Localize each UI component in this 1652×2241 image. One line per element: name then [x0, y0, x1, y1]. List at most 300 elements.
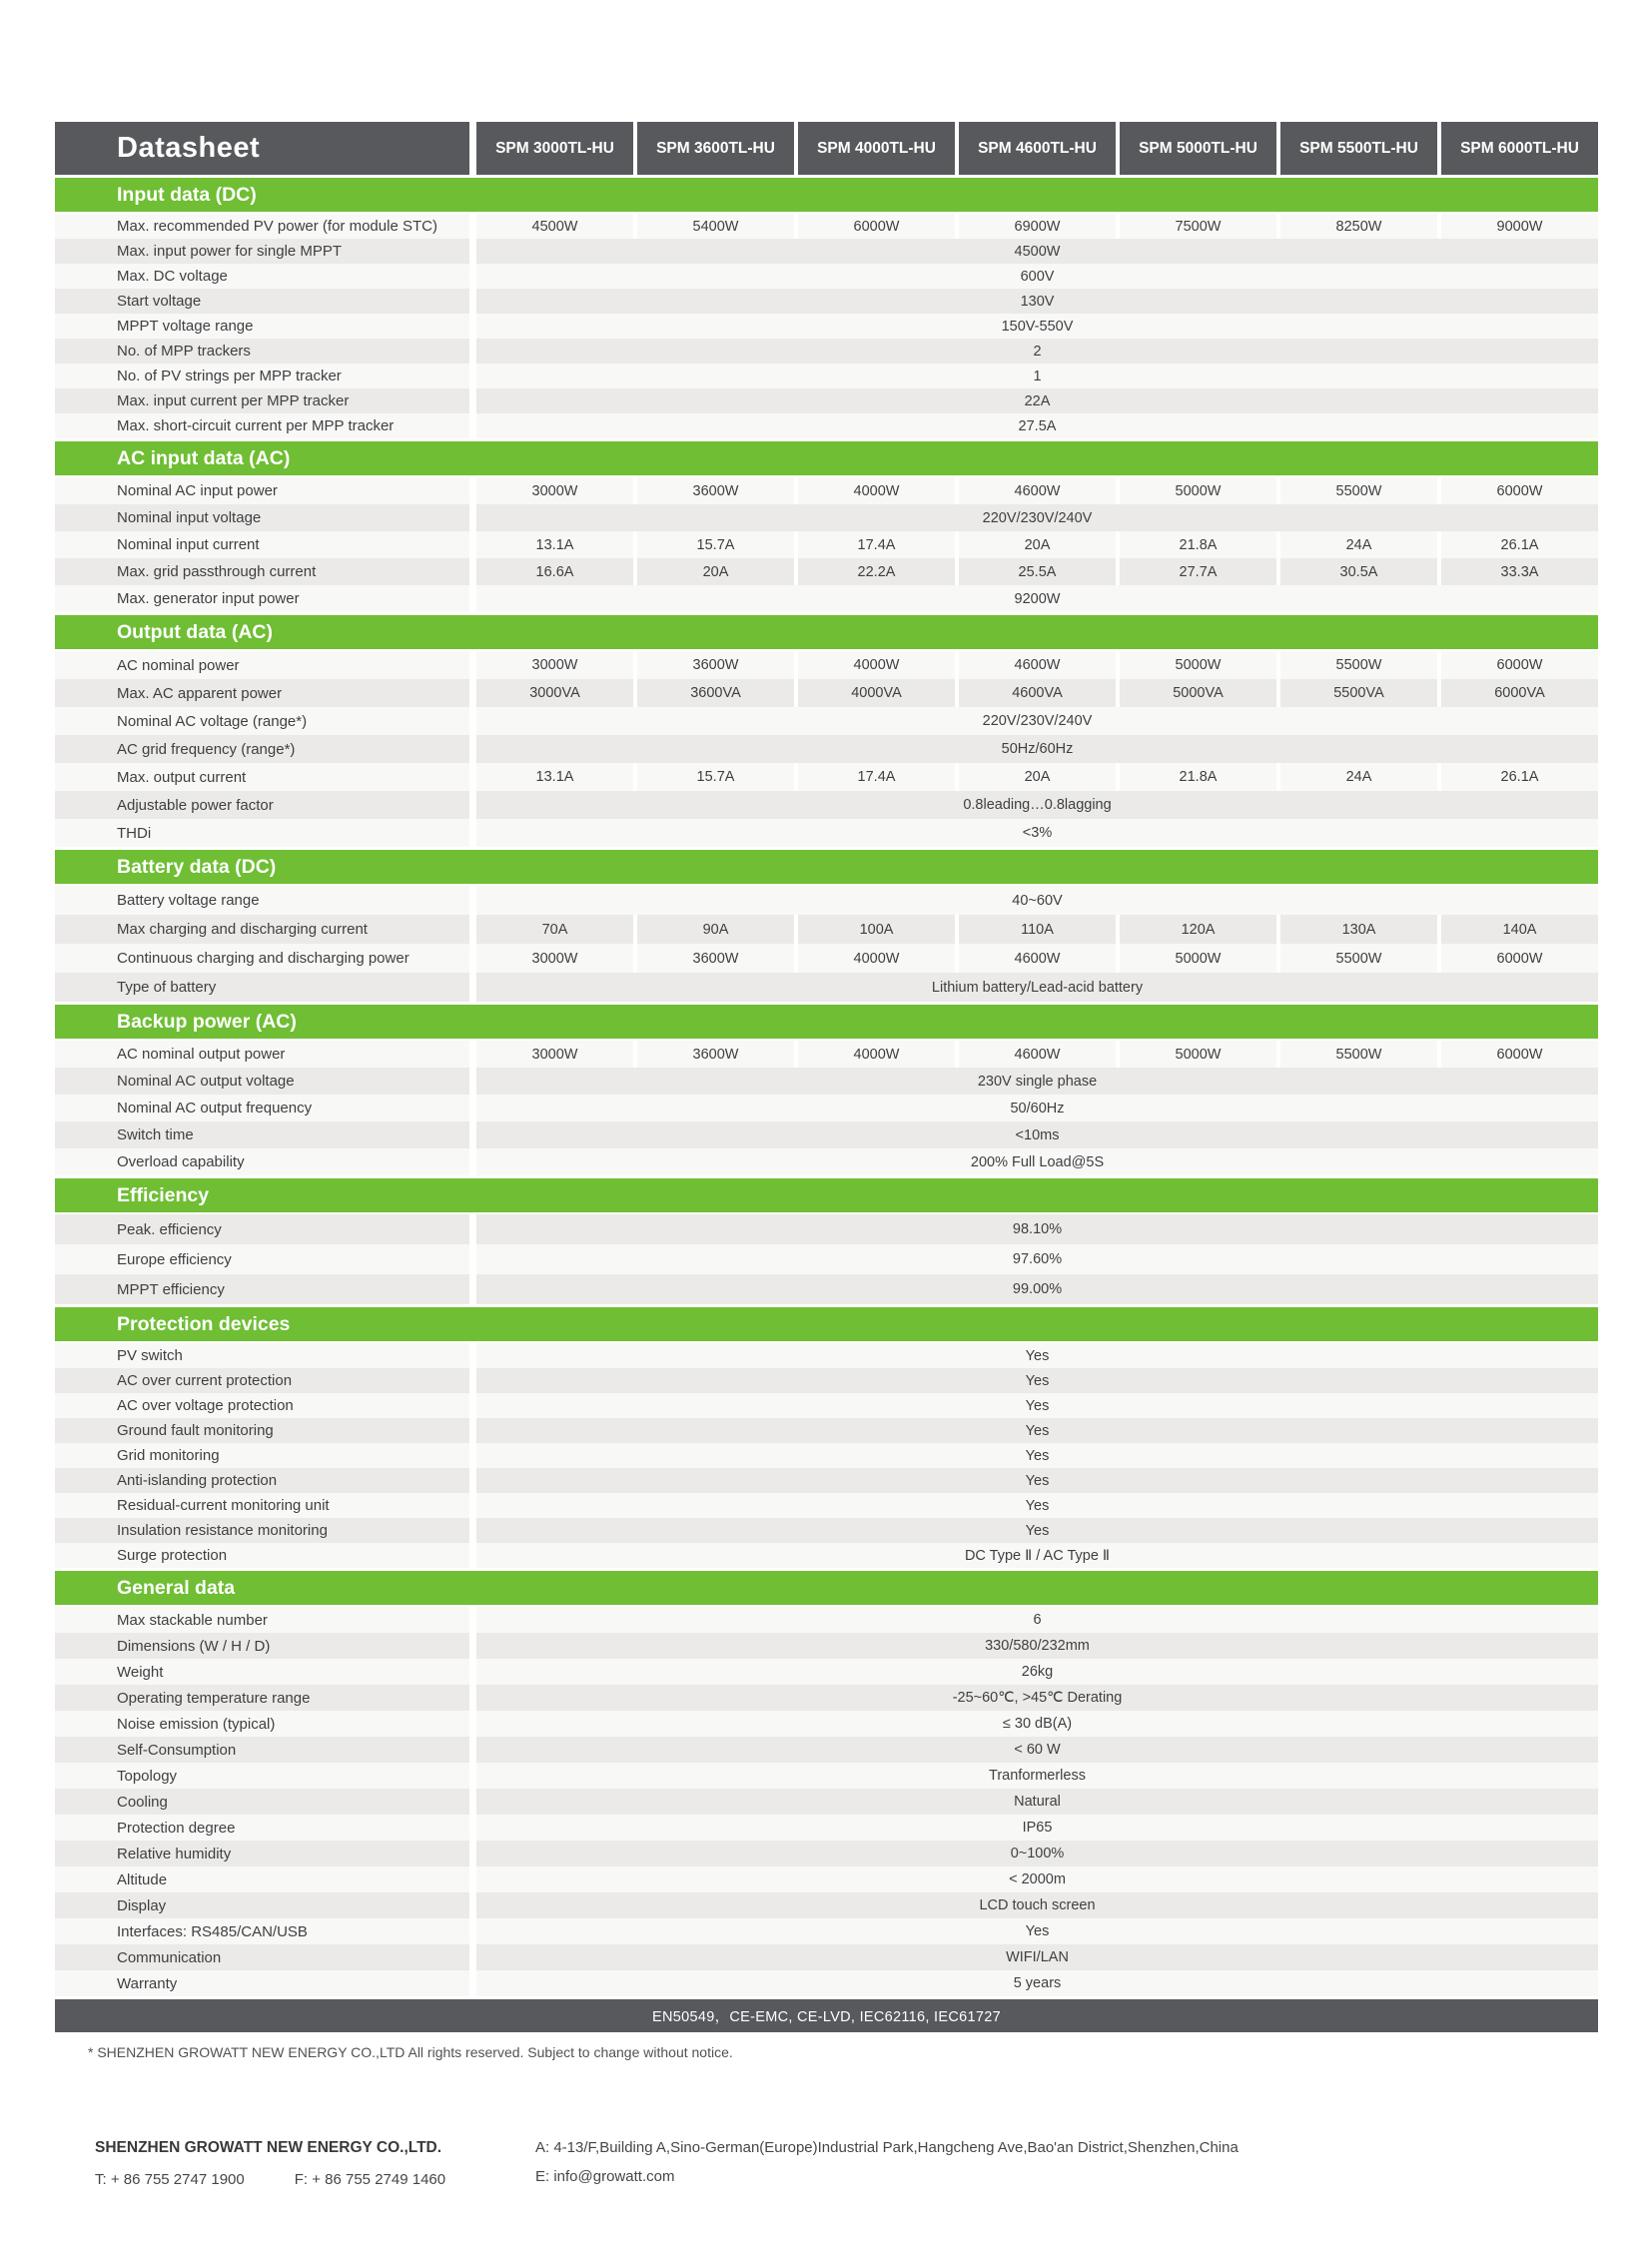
spec-label: Nominal AC input power	[55, 477, 469, 504]
spec-value-spanned: < 2000m	[476, 1867, 1598, 1892]
spec-label: Max. input power for single MPPT	[55, 239, 469, 264]
spec-label: Adjustable power factor	[55, 791, 469, 819]
spec-row	[55, 707, 1598, 735]
certifications-bar: EN50549，CE-EMC, CE-LVD, IEC62116, IEC61727	[55, 1999, 1598, 2032]
spec-row	[55, 1518, 1598, 1543]
spec-label: Continuous charging and discharging power	[55, 944, 469, 973]
footnote: * SHENZHEN GROWATT NEW ENERGY CO.,LTD All rights reserved. Subject to change without notice.	[88, 2044, 733, 2060]
spec-values	[476, 1737, 1598, 1763]
spec-row	[55, 339, 1598, 364]
spec-row	[55, 1244, 1598, 1274]
sections	[55, 178, 1598, 1996]
spec-value: 4600VA	[959, 679, 1116, 707]
spec-values	[476, 558, 1598, 585]
spec-row	[55, 1659, 1598, 1685]
spec-value: 27.7A	[1120, 558, 1276, 585]
spec-value: 17.4A	[798, 763, 955, 791]
spec-value-spanned: 22A	[476, 388, 1598, 413]
spec-label: Max. generator input power	[55, 585, 469, 612]
spec-value-spanned: LCD touch screen	[476, 1892, 1598, 1918]
spec-value: 6900W	[959, 214, 1116, 239]
spec-label: Max. AC apparent power	[55, 679, 469, 707]
spec-label: Anti-islanding protection	[55, 1468, 469, 1493]
spec-value: 6000VA	[1441, 679, 1598, 707]
spec-values	[476, 413, 1598, 438]
spec-label: Peak. efficiency	[55, 1214, 469, 1244]
spec-value: 4000VA	[798, 679, 955, 707]
spec-values	[476, 1789, 1598, 1815]
spec-value-spanned: 220V/230V/240V	[476, 707, 1598, 735]
spec-label: No. of PV strings per MPP tracker	[55, 364, 469, 388]
spec-value: 90A	[637, 915, 794, 944]
spec-value: 4600W	[959, 651, 1116, 679]
email: E: info@growatt.com	[535, 2168, 675, 2185]
spec-values	[476, 1468, 1598, 1493]
spec-label: Ground fault monitoring	[55, 1418, 469, 1443]
spec-label: Max. input current per MPP tracker	[55, 388, 469, 413]
spec-row	[55, 413, 1598, 438]
spec-row	[55, 763, 1598, 791]
spec-row	[55, 1393, 1598, 1418]
spec-value: 140A	[1441, 915, 1598, 944]
spec-value: 7500W	[1120, 214, 1276, 239]
spec-label: MPPT voltage range	[55, 314, 469, 339]
spec-value-spanned: 0.8leading…0.8lagging	[476, 791, 1598, 819]
spec-row	[55, 1633, 1598, 1659]
spec-values	[476, 1493, 1598, 1518]
spec-label: No. of MPP trackers	[55, 339, 469, 364]
spec-value: 22.2A	[798, 558, 955, 585]
model-column-header: SPM 5000TL-HU	[1120, 122, 1276, 175]
spec-label: Display	[55, 1892, 469, 1918]
spec-label: Interfaces: RS485/CAN/USB	[55, 1918, 469, 1944]
spec-row	[55, 1068, 1598, 1095]
spec-row	[55, 1763, 1598, 1789]
spec-values	[476, 1918, 1598, 1944]
spec-table	[55, 122, 1598, 2060]
spec-values	[476, 915, 1598, 944]
spec-values	[476, 1970, 1598, 1996]
spec-values	[476, 707, 1598, 735]
spec-values	[476, 289, 1598, 314]
spec-label: Nominal AC output frequency	[55, 1095, 469, 1121]
spec-label: AC grid frequency (range*)	[55, 735, 469, 763]
spec-value-spanned: Yes	[476, 1343, 1598, 1368]
spec-value: 33.3A	[1441, 558, 1598, 585]
spec-values	[476, 477, 1598, 504]
spec-value: 20A	[959, 531, 1116, 558]
spec-value-spanned: 150V-550V	[476, 314, 1598, 339]
spec-row	[55, 1607, 1598, 1633]
spec-values	[476, 1892, 1598, 1918]
spec-values	[476, 763, 1598, 791]
spec-row	[55, 1443, 1598, 1468]
spec-values	[476, 364, 1598, 388]
spec-value: 9000W	[1441, 214, 1598, 239]
spec-value: 3000W	[476, 651, 633, 679]
footer-contact-block	[95, 2139, 535, 2188]
spec-row	[55, 1918, 1598, 1944]
spec-row	[55, 1214, 1598, 1244]
spec-row	[55, 1041, 1598, 1068]
spec-value-spanned: 97.60%	[476, 1244, 1598, 1274]
section-header: General data	[55, 1571, 1598, 1605]
spec-value: 3600W	[637, 1041, 794, 1068]
spec-row	[55, 679, 1598, 707]
spec-label: Start voltage	[55, 289, 469, 314]
spec-row	[55, 1789, 1598, 1815]
spec-value-spanned: < 60 W	[476, 1737, 1598, 1763]
spec-value: 3600VA	[637, 679, 794, 707]
spec-row	[55, 314, 1598, 339]
spec-value: 25.5A	[959, 558, 1116, 585]
spec-row	[55, 1685, 1598, 1711]
spec-row	[55, 1343, 1598, 1368]
spec-value-spanned: WIFI/LAN	[476, 1944, 1598, 1970]
spec-value: 5000VA	[1120, 679, 1276, 707]
spec-row	[55, 504, 1598, 531]
spec-values	[476, 531, 1598, 558]
spec-label: Nominal AC output voltage	[55, 1068, 469, 1095]
spec-value-spanned: 230V single phase	[476, 1068, 1598, 1095]
spec-value: 15.7A	[637, 531, 794, 558]
spec-label: Dimensions (W / H / D)	[55, 1633, 469, 1659]
spec-values	[476, 1659, 1598, 1685]
page-title: Datasheet	[55, 122, 469, 175]
spec-label: AC nominal power	[55, 651, 469, 679]
footer-address-block	[535, 2139, 1239, 2188]
spec-value-spanned: -25~60℃, >45℃ Derating	[476, 1685, 1598, 1711]
spec-values	[476, 886, 1598, 915]
spec-value-spanned: 600V	[476, 264, 1598, 289]
spec-label: Battery voltage range	[55, 886, 469, 915]
spec-value: 13.1A	[476, 763, 633, 791]
spec-value-spanned: IP65	[476, 1815, 1598, 1841]
model-column-header: SPM 6000TL-HU	[1441, 122, 1598, 175]
spec-values	[476, 735, 1598, 763]
model-column-header: SPM 5500TL-HU	[1280, 122, 1437, 175]
spec-value: 5500W	[1280, 651, 1437, 679]
spec-row	[55, 1867, 1598, 1892]
spec-value-spanned: 200% Full Load@5S	[476, 1148, 1598, 1175]
spec-values	[476, 1244, 1598, 1274]
spec-row	[55, 1095, 1598, 1121]
spec-value: 5500VA	[1280, 679, 1437, 707]
spec-value-spanned: Natural	[476, 1789, 1598, 1815]
spec-values	[476, 679, 1598, 707]
spec-values	[476, 1607, 1598, 1633]
spec-label: Weight	[55, 1659, 469, 1685]
spec-value: 3000VA	[476, 679, 633, 707]
spec-row	[55, 1815, 1598, 1841]
spec-row	[55, 1841, 1598, 1867]
spec-label: Max. short-circuit current per MPP tracker	[55, 413, 469, 438]
spec-value-spanned: Yes	[476, 1393, 1598, 1418]
spec-value: 24A	[1280, 531, 1437, 558]
spec-label: Communication	[55, 1944, 469, 1970]
spec-value-spanned: 4500W	[476, 239, 1598, 264]
spec-values	[476, 651, 1598, 679]
spec-row	[55, 886, 1598, 915]
spec-value-spanned: Yes	[476, 1918, 1598, 1944]
spec-row	[55, 264, 1598, 289]
spec-values	[476, 504, 1598, 531]
section-header: Backup power (AC)	[55, 1005, 1598, 1039]
spec-label: MPPT efficiency	[55, 1274, 469, 1304]
spec-row	[55, 1944, 1598, 1970]
spec-value: 4000W	[798, 1041, 955, 1068]
spec-row	[55, 735, 1598, 763]
model-column-header: SPM 3000TL-HU	[476, 122, 633, 175]
spec-value: 5000W	[1120, 477, 1276, 504]
spec-row	[55, 289, 1598, 314]
telephone: T: + 86 755 2747 1900	[95, 2171, 245, 2188]
spec-row	[55, 477, 1598, 504]
spec-value: 8250W	[1280, 214, 1437, 239]
spec-values	[476, 1274, 1598, 1304]
model-column-header: SPM 4000TL-HU	[798, 122, 955, 175]
spec-row	[55, 1711, 1598, 1737]
spec-row	[55, 1468, 1598, 1493]
spec-values	[476, 1121, 1598, 1148]
spec-value: 3000W	[476, 1041, 633, 1068]
table-header-row	[55, 122, 1598, 175]
spec-label: Max. DC voltage	[55, 264, 469, 289]
spec-value-spanned: 9200W	[476, 585, 1598, 612]
spec-label: Nominal AC voltage (range*)	[55, 707, 469, 735]
spec-label: Cooling	[55, 1789, 469, 1815]
spec-value-spanned: 40~60V	[476, 886, 1598, 915]
spec-value-spanned: Yes	[476, 1493, 1598, 1518]
spec-row	[55, 1148, 1598, 1175]
spec-value: 120A	[1120, 915, 1276, 944]
spec-value: 5400W	[637, 214, 794, 239]
spec-value: 5000W	[1120, 944, 1276, 973]
spec-values	[476, 1841, 1598, 1867]
spec-values	[476, 339, 1598, 364]
spec-row	[55, 364, 1598, 388]
spec-value: 5500W	[1280, 944, 1437, 973]
spec-value-spanned: 330/580/232mm	[476, 1633, 1598, 1659]
spec-value: 4000W	[798, 477, 955, 504]
spec-value: 4600W	[959, 477, 1116, 504]
spec-label: Max. recommended PV power (for module STC)	[55, 214, 469, 239]
spec-values	[476, 819, 1598, 847]
spec-value-spanned: <3%	[476, 819, 1598, 847]
spec-row	[55, 214, 1598, 239]
spec-values	[476, 791, 1598, 819]
spec-value: 21.8A	[1120, 531, 1276, 558]
spec-label: AC over voltage protection	[55, 1393, 469, 1418]
section-header: Battery data (DC)	[55, 850, 1598, 884]
spec-row	[55, 651, 1598, 679]
spec-row	[55, 944, 1598, 973]
spec-label: Nominal input current	[55, 531, 469, 558]
spec-row	[55, 1418, 1598, 1443]
spec-label: PV switch	[55, 1343, 469, 1368]
company-name: SHENZHEN GROWATT NEW ENERGY CO.,LTD.	[95, 2139, 442, 2156]
spec-row	[55, 1737, 1598, 1763]
spec-value: 3600W	[637, 944, 794, 973]
spec-values	[476, 1944, 1598, 1970]
page-footer	[95, 2139, 1239, 2188]
spec-value-spanned: 5 years	[476, 1970, 1598, 1996]
model-column-header: SPM 3600TL-HU	[637, 122, 794, 175]
spec-row	[55, 1121, 1598, 1148]
spec-values	[476, 239, 1598, 264]
spec-label: Grid monitoring	[55, 1443, 469, 1468]
spec-value: 17.4A	[798, 531, 955, 558]
spec-row	[55, 531, 1598, 558]
spec-label: Max. grid passthrough current	[55, 558, 469, 585]
section-header: Protection devices	[55, 1307, 1598, 1341]
spec-label: AC over current protection	[55, 1368, 469, 1393]
spec-row	[55, 585, 1598, 612]
spec-label: Surge protection	[55, 1543, 469, 1568]
address: A: 4-13/F,Building A,Sino-German(Europe)Industrial Park,Hangcheng Ave,Bao'an District,Shenzhen,China	[535, 2139, 1239, 2156]
spec-value-spanned: Yes	[476, 1468, 1598, 1493]
spec-value: 130A	[1280, 915, 1437, 944]
spec-row	[55, 819, 1598, 847]
spec-row	[55, 973, 1598, 1002]
spec-value: 16.6A	[476, 558, 633, 585]
spec-row	[55, 558, 1598, 585]
spec-row	[55, 791, 1598, 819]
spec-value-spanned: Lithium battery/Lead-acid battery	[476, 973, 1598, 1002]
spec-label: Max. output current	[55, 763, 469, 791]
spec-value-spanned: 2	[476, 339, 1598, 364]
spec-values	[476, 1815, 1598, 1841]
spec-value-spanned: ≤ 30 dB(A)	[476, 1711, 1598, 1737]
model-column-header: SPM 4600TL-HU	[959, 122, 1116, 175]
spec-value: 3000W	[476, 477, 633, 504]
spec-value: 20A	[637, 558, 794, 585]
spec-value: 3600W	[637, 477, 794, 504]
spec-value-spanned: 130V	[476, 289, 1598, 314]
spec-value: 6000W	[1441, 944, 1598, 973]
spec-values	[476, 973, 1598, 1002]
spec-values	[476, 1685, 1598, 1711]
model-headers	[476, 122, 1598, 175]
spec-value-spanned: 0~100%	[476, 1841, 1598, 1867]
spec-label: Nominal input voltage	[55, 504, 469, 531]
spec-value: 6000W	[1441, 651, 1598, 679]
spec-value-spanned: Yes	[476, 1443, 1598, 1468]
spec-label: Relative humidity	[55, 1841, 469, 1867]
spec-value-spanned: 1	[476, 364, 1598, 388]
spec-values	[476, 264, 1598, 289]
spec-row	[55, 1368, 1598, 1393]
spec-values	[476, 1393, 1598, 1418]
spec-values	[476, 1711, 1598, 1737]
spec-value: 3600W	[637, 651, 794, 679]
spec-value: 5000W	[1120, 651, 1276, 679]
spec-value: 4600W	[959, 944, 1116, 973]
fax: F: + 86 755 2749 1460	[294, 2171, 446, 2188]
spec-values	[476, 1095, 1598, 1121]
spec-label: Topology	[55, 1763, 469, 1789]
spec-label: Switch time	[55, 1121, 469, 1148]
spec-label: Operating temperature range	[55, 1685, 469, 1711]
spec-value: 5500W	[1280, 477, 1437, 504]
spec-value: 6000W	[798, 214, 955, 239]
spec-label: Self-Consumption	[55, 1737, 469, 1763]
section-header: Input data (DC)	[55, 178, 1598, 212]
spec-value: 4000W	[798, 944, 955, 973]
spec-values	[476, 1214, 1598, 1244]
spec-value: 70A	[476, 915, 633, 944]
spec-values	[476, 1368, 1598, 1393]
spec-row	[55, 1493, 1598, 1518]
spec-label: Max stackable number	[55, 1607, 469, 1633]
spec-value-spanned: 26kg	[476, 1659, 1598, 1685]
spec-label: Residual-current monitoring unit	[55, 1493, 469, 1518]
spec-values	[476, 314, 1598, 339]
spec-value-spanned: 27.5A	[476, 413, 1598, 438]
spec-value-spanned: 50/60Hz	[476, 1095, 1598, 1121]
spec-value-spanned: Yes	[476, 1418, 1598, 1443]
spec-label: Warranty	[55, 1970, 469, 1996]
spec-value-spanned: 99.00%	[476, 1274, 1598, 1304]
spec-value-spanned: 220V/230V/240V	[476, 504, 1598, 531]
spec-label: Noise emission (typical)	[55, 1711, 469, 1737]
spec-value-spanned: DC Type Ⅱ / AC Type Ⅱ	[476, 1543, 1598, 1568]
spec-value: 4000W	[798, 651, 955, 679]
spec-value: 26.1A	[1441, 763, 1598, 791]
spec-value-spanned: Tranformerless	[476, 1763, 1598, 1789]
spec-label: Protection degree	[55, 1815, 469, 1841]
spec-values	[476, 214, 1598, 239]
spec-row	[55, 1274, 1598, 1304]
spec-label: THDi	[55, 819, 469, 847]
spec-label: AC nominal output power	[55, 1041, 469, 1068]
spec-values	[476, 1763, 1598, 1789]
spec-value: 13.1A	[476, 531, 633, 558]
spec-values	[476, 944, 1598, 973]
spec-value: 6000W	[1441, 1041, 1598, 1068]
spec-row	[55, 388, 1598, 413]
spec-row	[55, 1970, 1598, 1996]
spec-value: 5000W	[1120, 1041, 1276, 1068]
spec-values	[476, 1633, 1598, 1659]
phone-line	[95, 2171, 535, 2188]
spec-values	[476, 1418, 1598, 1443]
spec-row	[55, 1543, 1598, 1568]
spec-value: 3000W	[476, 944, 633, 973]
spec-value: 110A	[959, 915, 1116, 944]
spec-values	[476, 1041, 1598, 1068]
section-header: Output data (AC)	[55, 615, 1598, 649]
spec-values	[476, 1343, 1598, 1368]
spec-values	[476, 1543, 1598, 1568]
spec-value: 20A	[959, 763, 1116, 791]
spec-value-spanned: Yes	[476, 1518, 1598, 1543]
spec-value: 4600W	[959, 1041, 1116, 1068]
spec-label: Max charging and discharging current	[55, 915, 469, 944]
spec-row	[55, 239, 1598, 264]
spec-label: Altitude	[55, 1867, 469, 1892]
spec-value-spanned: <10ms	[476, 1121, 1598, 1148]
spec-label: Europe efficiency	[55, 1244, 469, 1274]
spec-values	[476, 1148, 1598, 1175]
section-header: Efficiency	[55, 1178, 1598, 1212]
spec-value-spanned: Yes	[476, 1368, 1598, 1393]
spec-label: Overload capability	[55, 1148, 469, 1175]
spec-value: 24A	[1280, 763, 1437, 791]
spec-value-spanned: 50Hz/60Hz	[476, 735, 1598, 763]
spec-value: 21.8A	[1120, 763, 1276, 791]
spec-label: Type of battery	[55, 973, 469, 1002]
